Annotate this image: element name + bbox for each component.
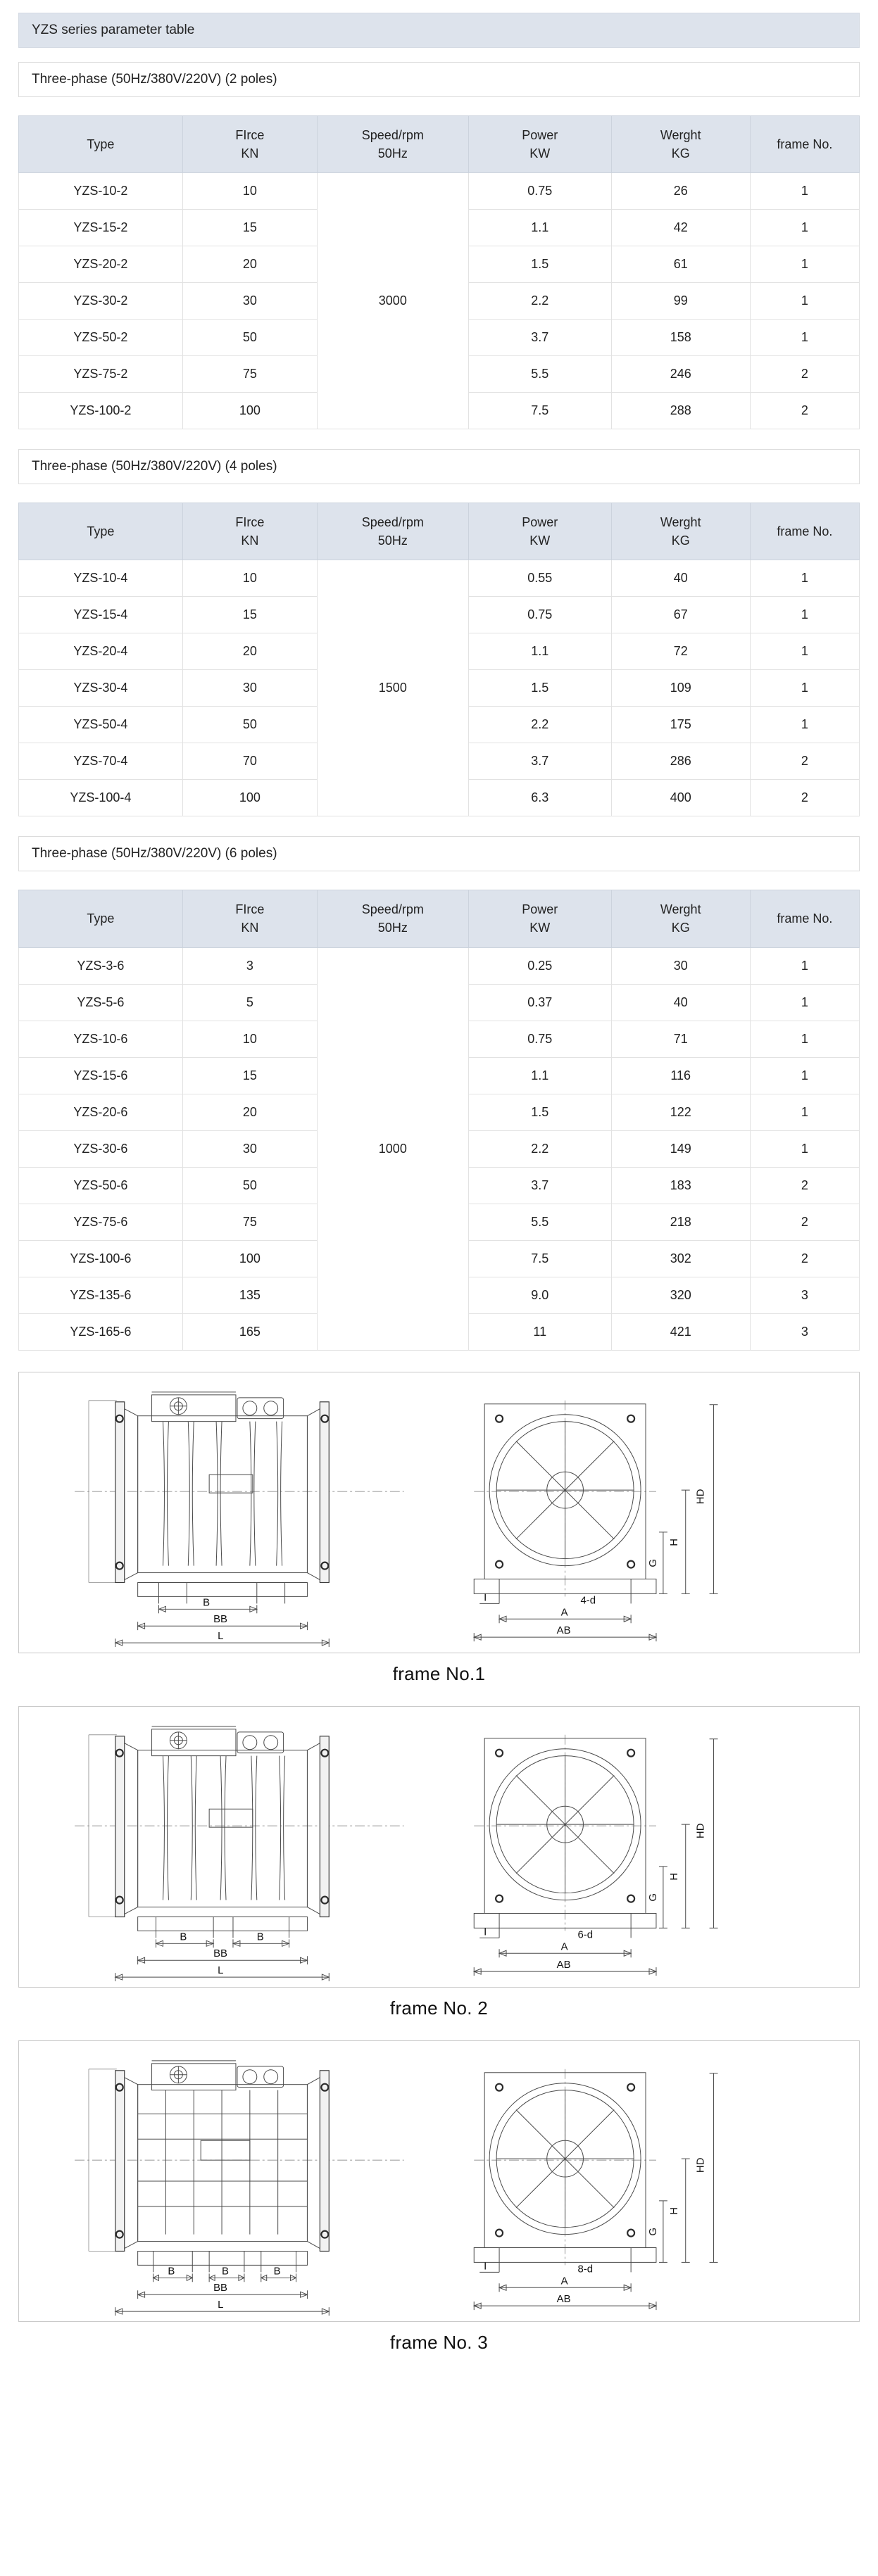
dimension-I <box>479 1926 499 1938</box>
cell-weight: 109 <box>611 670 750 707</box>
cell-weight: 71 <box>611 1021 750 1057</box>
table-body-2-poles <box>19 173 860 429</box>
cell-force: 165 <box>182 1313 317 1350</box>
cell-speed: 3000 <box>317 173 468 429</box>
dimension-B <box>159 1596 257 1613</box>
dimension-B-left <box>156 1931 214 1947</box>
drawing-block-frame-3 <box>18 2040 860 2354</box>
col-header-power: Power KW <box>468 116 611 173</box>
cell-frame: 1 <box>750 1094 859 1130</box>
cell-type: YZS-75-6 <box>19 1204 183 1240</box>
cell-weight: 246 <box>611 356 750 393</box>
cell-weight: 218 <box>611 1204 750 1240</box>
dimension-BB <box>138 1613 308 1630</box>
vibration-motor-drawing-frame-2 <box>19 1707 859 1987</box>
dim-label-B: B <box>203 1596 211 1608</box>
cell-type: YZS-100-6 <box>19 1240 183 1277</box>
cell-weight: 67 <box>611 597 750 633</box>
dim-label-H: H <box>667 1538 680 1546</box>
cell-type: YZS-30-6 <box>19 1130 183 1167</box>
col-header-frame: frame No. <box>750 503 859 560</box>
cell-type: YZS-15-2 <box>19 210 183 246</box>
cell-force: 3 <box>182 947 317 984</box>
cell-power: 0.75 <box>468 173 611 210</box>
spec-table-2-poles <box>18 115 860 429</box>
vibration-motor-drawing-frame-3 <box>19 2041 859 2321</box>
dim-label-holes: 6-d <box>577 1928 594 1940</box>
dimension-B-2 <box>209 2265 244 2282</box>
cell-weight: 183 <box>611 1167 750 1204</box>
dimension-H <box>668 1490 690 1593</box>
cell-force: 10 <box>182 173 317 210</box>
dim-label-L: L <box>218 2298 224 2311</box>
cell-weight: 286 <box>611 743 750 780</box>
frame-caption-1: frame No.1 <box>392 1662 486 1684</box>
cell-power: 2.2 <box>468 707 611 743</box>
col-header-type: Type <box>19 503 183 560</box>
cell-weight: 149 <box>611 1130 750 1167</box>
cell-type: YZS-20-4 <box>19 633 183 670</box>
cell-type: YZS-10-2 <box>19 173 183 210</box>
cell-type: YZS-70-4 <box>19 743 183 780</box>
dim-label-BB: BB <box>213 2281 228 2294</box>
cell-weight: 42 <box>611 210 750 246</box>
cell-type: YZS-3-6 <box>19 947 183 984</box>
cell-frame: 1 <box>750 597 859 633</box>
cell-weight: 158 <box>611 320 750 356</box>
cell-power: 1.5 <box>468 1094 611 1130</box>
cell-weight: 61 <box>611 246 750 283</box>
cell-type: YZS-20-2 <box>19 246 183 283</box>
dimension-B-1 <box>153 2265 193 2282</box>
cell-frame: 1 <box>750 210 859 246</box>
table-caption-6-poles: Three-phase (50Hz/380V/220V) (6 poles) <box>18 836 860 871</box>
dim-label-L: L <box>218 1629 224 1642</box>
cell-type: YZS-165-6 <box>19 1313 183 1350</box>
cell-force: 30 <box>182 1130 317 1167</box>
cell-type: YZS-30-2 <box>19 283 183 320</box>
drawing-block-frame-1 <box>18 1372 860 1685</box>
dimension-A <box>499 1606 631 1623</box>
cell-weight: 116 <box>611 1057 750 1094</box>
dimension-HD <box>695 1404 718 1593</box>
cell-frame: 2 <box>750 356 859 393</box>
dimension-B-right <box>233 1931 289 1947</box>
col-header-speed: Speed/rpm 50Hz <box>317 503 468 560</box>
cell-force: 20 <box>182 246 317 283</box>
dimension-B-3 <box>261 2265 296 2282</box>
cell-force: 15 <box>182 210 317 246</box>
cell-frame: 1 <box>750 173 859 210</box>
cell-force: 50 <box>182 1167 317 1204</box>
dimension-L <box>115 1964 329 1981</box>
cell-force: 100 <box>182 780 317 816</box>
col-header-speed: Speed/rpm 50Hz <box>317 116 468 173</box>
cell-type: YZS-135-6 <box>19 1277 183 1313</box>
dimension-HD <box>695 1738 718 1928</box>
frame-caption-2: frame No. 2 <box>389 1997 489 2019</box>
cell-force: 100 <box>182 1240 317 1277</box>
cell-speed: 1000 <box>317 947 468 1350</box>
col-header-power: Power KW <box>468 890 611 947</box>
table-header-row <box>19 116 860 173</box>
dim-label-G: G <box>646 1893 659 1902</box>
dim-label-I: I <box>484 1591 487 1603</box>
cell-power: 5.5 <box>468 356 611 393</box>
cell-weight: 30 <box>611 947 750 984</box>
cell-frame: 3 <box>750 1313 859 1350</box>
dim-label-H: H <box>667 1872 680 1881</box>
cell-weight: 40 <box>611 984 750 1021</box>
dim-label-A: A <box>560 1940 568 1952</box>
dimension-G <box>647 1532 667 1593</box>
dim-label-B-3: B <box>273 2264 281 2277</box>
cell-frame: 1 <box>750 984 859 1021</box>
cell-weight: 302 <box>611 1240 750 1277</box>
dimension-BB <box>138 1947 308 1964</box>
dimension-HD <box>695 2073 718 2262</box>
col-header-force: FIrce KN <box>182 890 317 947</box>
dim-label-H: H <box>667 2206 680 2215</box>
cell-power: 1.5 <box>468 246 611 283</box>
table-caption-4-poles: Three-phase (50Hz/380V/220V) (4 poles) <box>18 449 860 484</box>
col-header-power: Power KW <box>468 503 611 560</box>
cell-frame: 2 <box>750 1204 859 1240</box>
dimension-AB <box>474 1624 656 1641</box>
dim-label-AB: AB <box>556 1624 571 1636</box>
cell-weight: 288 <box>611 393 750 429</box>
dimension-AB <box>474 2293 656 2310</box>
side-elevation-view <box>75 2060 404 2315</box>
dim-label-B-right: B <box>256 1930 264 1943</box>
dim-label-HD: HD <box>694 1823 707 1838</box>
dim-label-G: G <box>646 1558 659 1567</box>
dim-label-G: G <box>646 2227 659 2236</box>
dim-label-B-1: B <box>168 2264 175 2277</box>
document-banner-title: YZS series parameter table <box>18 13 860 48</box>
cell-type: YZS-100-2 <box>19 393 183 429</box>
drawing-canvas-frame-2 <box>18 1706 860 1988</box>
cell-force: 15 <box>182 597 317 633</box>
dim-label-A: A <box>560 1605 568 1618</box>
cell-power: 1.1 <box>468 633 611 670</box>
col-header-weight: Werght KG <box>611 890 750 947</box>
cell-type: YZS-10-4 <box>19 560 183 597</box>
cell-force: 15 <box>182 1057 317 1094</box>
cell-type: YZS-50-6 <box>19 1167 183 1204</box>
dim-label-HD: HD <box>694 2157 707 2173</box>
col-header-type: Type <box>19 890 183 947</box>
dimension-L <box>115 2299 329 2316</box>
dimension-BB <box>138 2282 308 2299</box>
dimension-A <box>499 1940 631 1957</box>
cell-force: 50 <box>182 707 317 743</box>
cell-type: YZS-10-6 <box>19 1021 183 1057</box>
cell-frame: 1 <box>750 1130 859 1167</box>
cell-weight: 40 <box>611 560 750 597</box>
vibration-motor-drawing-frame-1 <box>19 1372 859 1653</box>
cell-type: YZS-5-6 <box>19 984 183 1021</box>
dim-label-AB: AB <box>556 2292 571 2305</box>
dim-label-BB: BB <box>213 1612 228 1625</box>
dim-label-holes: 4-d <box>580 1593 596 1606</box>
cell-force: 100 <box>182 393 317 429</box>
cell-frame: 1 <box>750 707 859 743</box>
table-header-row <box>19 890 860 947</box>
dim-label-B-2: B <box>222 2264 230 2277</box>
dim-label-A: A <box>560 2274 568 2287</box>
table-row <box>19 560 860 597</box>
cell-power: 6.3 <box>468 780 611 816</box>
cell-power: 1.5 <box>468 670 611 707</box>
cell-power: 2.2 <box>468 283 611 320</box>
cell-power: 11 <box>468 1313 611 1350</box>
cell-weight: 421 <box>611 1313 750 1350</box>
cell-weight: 122 <box>611 1094 750 1130</box>
dimension-H <box>668 2159 690 2262</box>
cell-type: YZS-75-2 <box>19 356 183 393</box>
cell-force: 75 <box>182 1204 317 1240</box>
cell-frame: 1 <box>750 283 859 320</box>
dimension-AB <box>474 1959 656 1976</box>
cell-frame: 3 <box>750 1277 859 1313</box>
cell-type: YZS-15-4 <box>19 597 183 633</box>
table-row <box>19 947 860 984</box>
table-header-row <box>19 503 860 560</box>
col-header-weight: Werght KG <box>611 503 750 560</box>
dim-label-I: I <box>484 2259 487 2272</box>
col-header-type: Type <box>19 116 183 173</box>
end-elevation-view <box>474 2069 717 2309</box>
cell-frame: 2 <box>750 780 859 816</box>
cell-weight: 400 <box>611 780 750 816</box>
dim-label-B-left: B <box>180 1930 187 1943</box>
side-elevation-view <box>75 1726 404 1981</box>
cell-power: 0.55 <box>468 560 611 597</box>
cell-power: 0.25 <box>468 947 611 984</box>
cell-force: 30 <box>182 670 317 707</box>
cell-power: 7.5 <box>468 1240 611 1277</box>
cell-frame: 2 <box>750 1167 859 1204</box>
dimension-G <box>647 1866 667 1928</box>
col-header-force: FIrce KN <box>182 503 317 560</box>
table-caption-2-poles: Three-phase (50Hz/380V/220V) (2 poles) <box>18 62 860 97</box>
cell-frame: 1 <box>750 670 859 707</box>
cell-force: 75 <box>182 356 317 393</box>
dim-label-BB: BB <box>213 1947 228 1959</box>
drawing-canvas-frame-1 <box>18 1372 860 1653</box>
cell-power: 0.75 <box>468 597 611 633</box>
cell-force: 70 <box>182 743 317 780</box>
cell-power: 1.1 <box>468 210 611 246</box>
dimension-A <box>499 2275 631 2292</box>
cell-power: 3.7 <box>468 1167 611 1204</box>
dim-label-AB: AB <box>556 1958 571 1971</box>
cell-power: 3.7 <box>468 320 611 356</box>
spec-table-4-poles <box>18 503 860 816</box>
dimension-I <box>479 2260 499 2272</box>
cell-frame: 1 <box>750 1021 859 1057</box>
cell-force: 10 <box>182 560 317 597</box>
cell-type: YZS-50-4 <box>19 707 183 743</box>
spec-table-6-poles <box>18 890 860 1350</box>
cell-weight: 320 <box>611 1277 750 1313</box>
table-row <box>19 173 860 210</box>
frame-caption-3: frame No. 3 <box>389 2331 489 2353</box>
cell-power: 3.7 <box>468 743 611 780</box>
dim-label-I: I <box>484 1925 487 1938</box>
cell-power: 0.75 <box>468 1021 611 1057</box>
cell-force: 50 <box>182 320 317 356</box>
end-elevation-view <box>474 1734 717 1975</box>
cell-force: 135 <box>182 1277 317 1313</box>
dim-label-holes: 8-d <box>577 2262 594 2275</box>
cell-force: 30 <box>182 283 317 320</box>
dim-label-HD: HD <box>694 1489 707 1504</box>
cell-power: 0.37 <box>468 984 611 1021</box>
cell-speed: 1500 <box>317 560 468 816</box>
table-body-4-poles <box>19 560 860 816</box>
cell-frame: 1 <box>750 947 859 984</box>
cell-frame: 2 <box>750 1240 859 1277</box>
cell-type: YZS-30-4 <box>19 670 183 707</box>
drawing-canvas-frame-3 <box>18 2040 860 2322</box>
side-elevation-view <box>75 1391 404 1646</box>
cell-force: 20 <box>182 1094 317 1130</box>
cell-power: 1.1 <box>468 1057 611 1094</box>
cell-type: YZS-15-6 <box>19 1057 183 1094</box>
dimension-H <box>668 1824 690 1928</box>
cell-power: 7.5 <box>468 393 611 429</box>
cell-power: 5.5 <box>468 1204 611 1240</box>
dim-label-L: L <box>218 1964 224 1976</box>
col-header-force: FIrce KN <box>182 116 317 173</box>
cell-force: 5 <box>182 984 317 1021</box>
dimension-G <box>647 2200 667 2262</box>
cell-force: 10 <box>182 1021 317 1057</box>
cell-frame: 2 <box>750 393 859 429</box>
cell-weight: 72 <box>611 633 750 670</box>
col-header-frame: frame No. <box>750 890 859 947</box>
col-header-frame: frame No. <box>750 116 859 173</box>
dimension-L <box>115 1630 329 1647</box>
col-header-weight: Werght KG <box>611 116 750 173</box>
cell-frame: 1 <box>750 633 859 670</box>
cell-power: 9.0 <box>468 1277 611 1313</box>
cell-type: YZS-20-6 <box>19 1094 183 1130</box>
end-elevation-view <box>474 1400 717 1641</box>
cell-weight: 99 <box>611 283 750 320</box>
cell-frame: 1 <box>750 246 859 283</box>
cell-frame: 1 <box>750 560 859 597</box>
drawing-block-frame-2 <box>18 1706 860 2019</box>
cell-type: YZS-50-2 <box>19 320 183 356</box>
cell-weight: 26 <box>611 173 750 210</box>
cell-weight: 175 <box>611 707 750 743</box>
cell-power: 2.2 <box>468 1130 611 1167</box>
cell-frame: 1 <box>750 320 859 356</box>
cell-type: YZS-100-4 <box>19 780 183 816</box>
dimension-I <box>479 1591 499 1603</box>
cell-force: 20 <box>182 633 317 670</box>
cell-frame: 1 <box>750 1057 859 1094</box>
table-body-6-poles <box>19 947 860 1350</box>
col-header-speed: Speed/rpm 50Hz <box>317 890 468 947</box>
cell-frame: 2 <box>750 743 859 780</box>
